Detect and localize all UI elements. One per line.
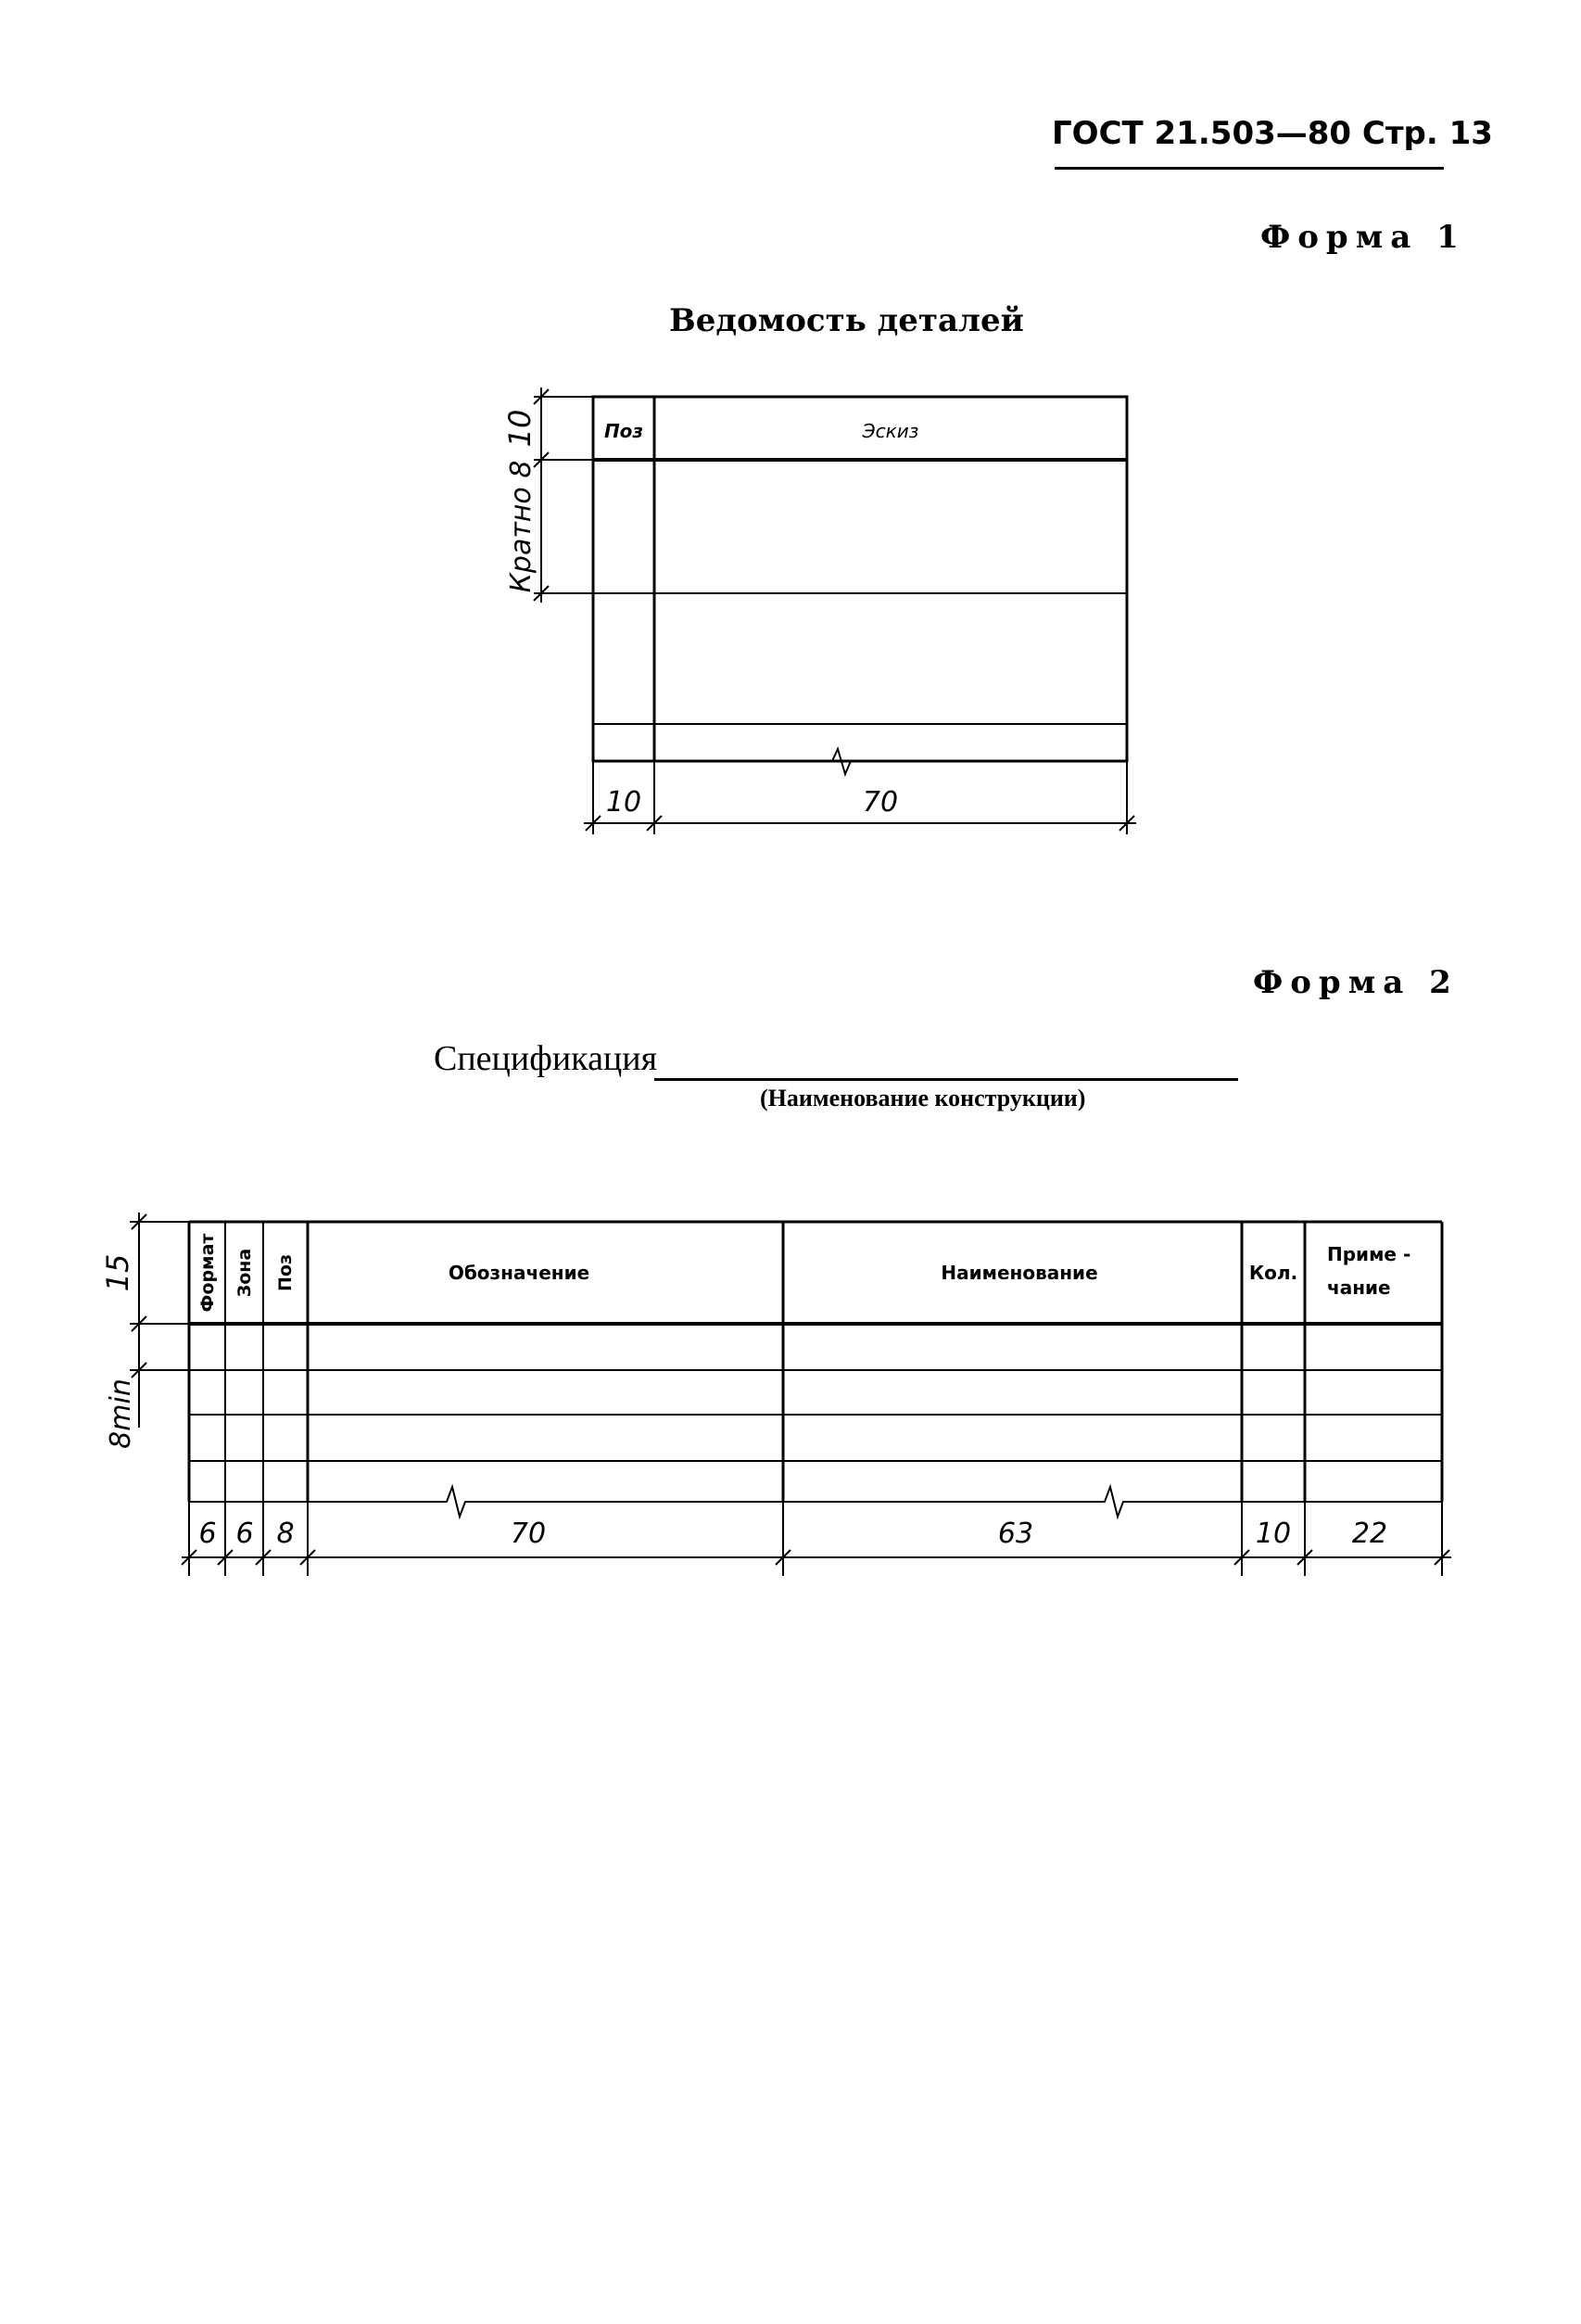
form2-dim-w-qty: 10 (1255, 1518, 1292, 1550)
form2-dim-w-poz: 8 (276, 1518, 295, 1550)
form2-dim-w-zone: 6 (235, 1518, 254, 1550)
form2-col-designation: Обозначение (448, 1262, 590, 1284)
form1-vertical-dimension (534, 387, 593, 603)
form2-dim-w-format: 6 (198, 1518, 217, 1550)
form1-dim-col1: 10 (605, 786, 642, 819)
form2-subtitle: (Наименование конструкции) (760, 1085, 1086, 1111)
form2-dim-w-note: 22 (1351, 1518, 1388, 1550)
form1-horizontal-dimension (584, 761, 1136, 834)
form1-title: Ведомость деталей (669, 302, 1024, 339)
page-header: ГОСТ 21.503—80 Стр. 13 (1052, 115, 1493, 152)
form2-dim-row-height: 8min (105, 1378, 137, 1449)
form2-col-note-1: Приме - (1327, 1243, 1411, 1265)
form2-dim-w-designation: 70 (510, 1518, 547, 1550)
form2-col-qty: Кол. (1248, 1262, 1298, 1284)
form2-col-format: Формат (197, 1233, 218, 1313)
form1-dim-col2: 70 (862, 786, 899, 819)
form1-dim-header-height: 10 (502, 409, 538, 448)
form2-vertical-dimension (130, 1213, 189, 1428)
form2-label: Форма 2 (1253, 964, 1459, 1001)
form1-label: Форма 1 (1260, 219, 1466, 256)
form1-col-sketch: Эскиз (862, 420, 919, 442)
form1-table (593, 397, 1127, 774)
form2-col-poz: Поз (275, 1254, 296, 1291)
form2-col-note-2: чание (1327, 1276, 1391, 1299)
form2-col-zone: Зона (234, 1248, 255, 1298)
form2-dim-header-height: 15 (100, 1253, 135, 1292)
form1-dim-row-height: Кратно 8 (505, 460, 538, 593)
form1-col-poz: Поз (603, 420, 644, 442)
form2-dim-w-name: 63 (997, 1518, 1034, 1550)
form2-col-name: Наименование (941, 1262, 1098, 1284)
form2-title: Спецификация (434, 1039, 658, 1078)
